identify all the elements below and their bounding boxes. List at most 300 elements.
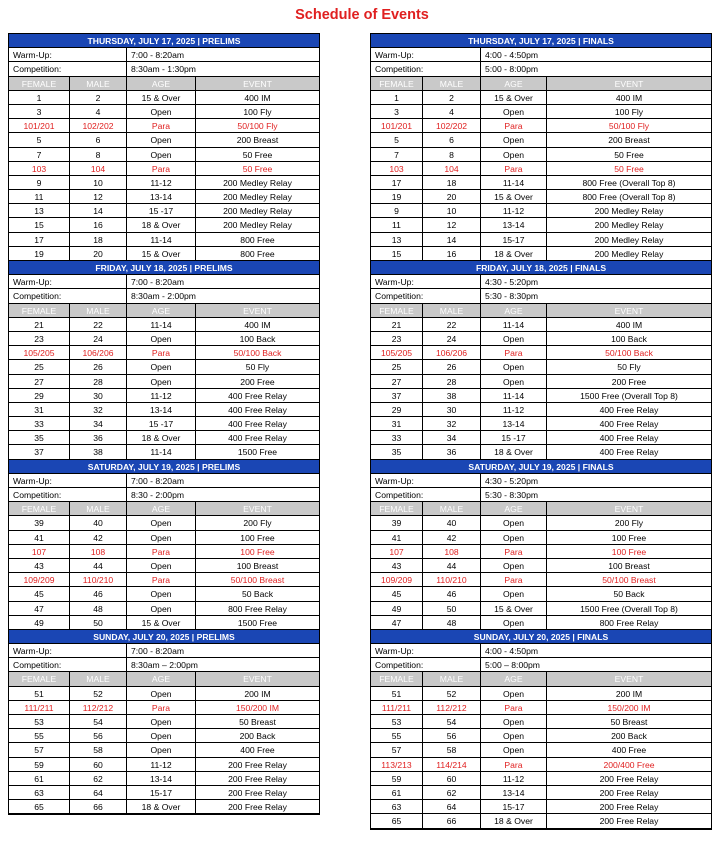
male-cell: 20 [70, 247, 127, 261]
event-row [9, 218, 319, 232]
male-cell: 34 [423, 431, 481, 445]
event-row [371, 545, 711, 559]
male-cell: 50 [70, 616, 127, 630]
schedule-section [371, 460, 711, 630]
male-cell: 50 [423, 602, 481, 616]
age-column-header: AGE [127, 672, 196, 686]
event-row [9, 318, 319, 332]
event-row [9, 729, 319, 743]
event-row [9, 176, 319, 190]
female-cell: 43 [371, 559, 423, 573]
age-cell: Para [481, 758, 547, 772]
male-cell: 26 [70, 360, 127, 374]
prelims-schedule-column [8, 33, 320, 815]
event-cell: 200 Free [196, 375, 319, 389]
event-cell: 200 IM [547, 687, 711, 701]
male-cell: 32 [423, 417, 481, 431]
section-header-text: THURSDAY, JULY 17, 2025 | FINALS [468, 36, 614, 46]
event-cell: 100 Breast [547, 559, 711, 573]
event-row [9, 531, 319, 545]
event-cell: 100 Free [547, 545, 711, 559]
event-row [9, 602, 319, 616]
male-column-header: MALE [70, 304, 127, 318]
warmup-label: Warm-Up: [9, 275, 127, 289]
male-cell: 54 [423, 715, 481, 729]
event-cell: 50/100 Breast [196, 573, 319, 587]
male-cell: 106/206 [70, 346, 127, 360]
age-cell: 11-14 [481, 389, 547, 403]
competition-label: Competition: [371, 488, 481, 502]
event-cell: 100 Free [547, 531, 711, 545]
female-cell: 63 [9, 786, 70, 800]
female-cell: 101/201 [9, 119, 70, 133]
competition-label: Competition: [371, 62, 481, 76]
event-cell: 200 Medley Relay [547, 247, 711, 261]
age-cell: Open [127, 687, 196, 701]
event-row [371, 516, 711, 530]
age-cell: Open [127, 516, 196, 530]
female-cell: 19 [371, 190, 423, 204]
female-cell: 1 [9, 91, 70, 105]
female-cell: 31 [9, 403, 70, 417]
age-cell: 18 & Over [127, 431, 196, 445]
female-cell: 33 [9, 417, 70, 431]
male-cell: 110/210 [423, 573, 481, 587]
female-cell: 55 [9, 729, 70, 743]
event-row [9, 346, 319, 360]
warmup-time: 7:00 - 8:20am [127, 644, 319, 658]
age-cell: 18 & Over [127, 218, 196, 232]
event-cell: 100 Free [196, 545, 319, 559]
section-header-text: THURSDAY, JULY 17, 2025 | PRELIMS [87, 36, 241, 46]
event-row [371, 701, 711, 715]
female-cell: 49 [9, 616, 70, 630]
event-row [371, 389, 711, 403]
age-cell: Para [127, 119, 196, 133]
age-column-header: AGE [481, 502, 547, 516]
male-cell: 16 [70, 218, 127, 232]
event-row [371, 190, 711, 204]
section-header [9, 34, 319, 48]
female-cell: 35 [371, 445, 423, 459]
warmup-time: 4:00 - 4:50pm [481, 644, 711, 658]
column-header-row [9, 502, 319, 516]
event-row [371, 602, 711, 616]
event-column-header: EVENT [547, 77, 711, 91]
event-row [371, 148, 711, 162]
age-cell: Open [481, 743, 547, 757]
event-row [371, 687, 711, 701]
event-cell: 200 Medley Relay [547, 204, 711, 218]
warmup-row [371, 275, 711, 289]
female-cell: 3 [371, 105, 423, 119]
event-cell: 200 Breast [547, 133, 711, 147]
event-cell: 400 Free Relay [547, 431, 711, 445]
age-cell: 18 & Over [481, 445, 547, 459]
male-cell: 18 [70, 233, 127, 247]
warmup-row [371, 644, 711, 658]
age-cell: Open [481, 105, 547, 119]
female-cell: 51 [371, 687, 423, 701]
event-cell: 50 Fly [547, 360, 711, 374]
age-cell: 11-12 [127, 389, 196, 403]
warmup-time: 4:30 - 5:20pm [481, 474, 711, 488]
event-row [9, 743, 319, 757]
event-row [9, 516, 319, 530]
male-cell: 62 [70, 772, 127, 786]
age-column-header: AGE [481, 672, 547, 686]
age-cell: 15 & Over [481, 602, 547, 616]
event-cell: 50/100 Fly [547, 119, 711, 133]
female-cell: 5 [371, 133, 423, 147]
female-cell: 21 [371, 318, 423, 332]
male-cell: 110/210 [70, 573, 127, 587]
section-header [371, 630, 711, 644]
warmup-row [9, 48, 319, 62]
male-cell: 28 [423, 375, 481, 389]
event-cell: 50 Breast [547, 715, 711, 729]
male-cell: 6 [423, 133, 481, 147]
male-cell: 44 [70, 559, 127, 573]
event-row [371, 204, 711, 218]
male-cell: 104 [423, 162, 481, 176]
section-header [371, 460, 711, 474]
female-cell: 21 [9, 318, 70, 332]
competition-label: Competition: [9, 658, 127, 672]
female-cell: 9 [371, 204, 423, 218]
age-cell: Open [481, 559, 547, 573]
male-cell: 62 [423, 786, 481, 800]
competition-row [9, 658, 319, 672]
female-cell: 3 [9, 105, 70, 119]
section-header [9, 630, 319, 644]
event-cell: 400 Free Relay [196, 431, 319, 445]
age-cell: 11-14 [127, 233, 196, 247]
event-row [371, 119, 711, 133]
event-row [9, 445, 319, 459]
event-cell: 50 Free [547, 162, 711, 176]
event-cell: 200 Back [196, 729, 319, 743]
event-cell: 200/400 Free [547, 758, 711, 772]
female-cell: 111/211 [9, 701, 70, 715]
male-column-header: MALE [423, 77, 481, 91]
event-cell: 200 Free Relay [196, 800, 319, 814]
event-cell: 200 Medley Relay [196, 190, 319, 204]
male-cell: 10 [70, 176, 127, 190]
male-column-header: MALE [423, 304, 481, 318]
event-row [371, 616, 711, 630]
female-cell: 13 [371, 233, 423, 247]
female-cell: 19 [9, 247, 70, 261]
male-cell: 52 [423, 687, 481, 701]
event-row [9, 119, 319, 133]
event-row [371, 431, 711, 445]
event-column-header: EVENT [196, 672, 319, 686]
female-cell: 57 [9, 743, 70, 757]
male-column-header: MALE [423, 502, 481, 516]
female-cell: 35 [9, 431, 70, 445]
section-header-text: SATURDAY, JULY 19, 2025 | PRELIMS [87, 461, 241, 472]
female-cell: 11 [371, 218, 423, 232]
female-cell: 57 [371, 743, 423, 757]
event-cell: 800 Free (Overall Top 8) [547, 176, 711, 190]
event-row [9, 105, 319, 119]
warmup-row [371, 474, 711, 488]
event-row [9, 772, 319, 786]
warmup-label: Warm-Up: [9, 644, 127, 658]
section-header-text: FRIDAY, JULY 18, 2025 | FINALS [475, 263, 607, 273]
age-cell: 15 & Over [127, 247, 196, 261]
age-cell: Para [481, 573, 547, 587]
event-row [371, 91, 711, 105]
female-cell: 105/205 [371, 346, 423, 360]
event-cell: 400 IM [547, 91, 711, 105]
event-cell: 200 Medley Relay [196, 176, 319, 190]
age-cell: Para [127, 573, 196, 587]
female-cell: 25 [9, 360, 70, 374]
event-row [9, 701, 319, 715]
age-column-header: AGE [127, 77, 196, 91]
warmup-time: 7:00 - 8:20am [127, 275, 319, 289]
column-header-row [9, 77, 319, 91]
event-cell: 400 Free Relay [196, 403, 319, 417]
event-cell: 400 IM [547, 318, 711, 332]
female-cell: 27 [371, 375, 423, 389]
male-cell: 14 [423, 233, 481, 247]
event-row [9, 715, 319, 729]
event-cell: 200 Medley Relay [196, 218, 319, 232]
event-cell: 400 IM [196, 318, 319, 332]
age-cell: Open [127, 743, 196, 757]
male-cell: 14 [70, 204, 127, 218]
female-cell: 59 [371, 772, 423, 786]
male-cell: 36 [423, 445, 481, 459]
warmup-time: 4:00 - 4:50pm [481, 48, 711, 62]
competition-label: Competition: [371, 289, 481, 303]
age-cell: Open [127, 332, 196, 346]
event-row [371, 375, 711, 389]
female-cell: 65 [371, 814, 423, 828]
male-column-header: MALE [70, 502, 127, 516]
event-row [9, 247, 319, 261]
female-cell: 15 [9, 218, 70, 232]
event-cell: 200 Fly [196, 516, 319, 530]
competition-label: Competition: [9, 62, 127, 76]
event-row [9, 204, 319, 218]
age-cell: 18 & Over [481, 814, 547, 828]
age-cell: Open [127, 587, 196, 601]
female-cell: 65 [9, 800, 70, 814]
male-cell: 36 [70, 431, 127, 445]
age-cell: 13-14 [481, 218, 547, 232]
event-row [9, 800, 319, 814]
male-cell: 26 [423, 360, 481, 374]
male-cell: 8 [423, 148, 481, 162]
age-cell: 18 & Over [127, 800, 196, 814]
competition-time: 5:30 - 8:30pm [481, 289, 711, 303]
warmup-row [371, 48, 711, 62]
male-cell: 46 [70, 587, 127, 601]
female-column-header: FEMALE [371, 502, 423, 516]
female-cell: 1 [371, 91, 423, 105]
female-cell: 7 [9, 148, 70, 162]
event-cell: 150/200 IM [196, 701, 319, 715]
male-cell: 60 [70, 758, 127, 772]
male-cell: 48 [70, 602, 127, 616]
female-cell: 17 [371, 176, 423, 190]
event-row [9, 375, 319, 389]
schedule-section [9, 261, 319, 460]
age-cell: Open [481, 148, 547, 162]
column-header-row [371, 502, 711, 516]
female-column-header: FEMALE [371, 77, 423, 91]
event-row [371, 332, 711, 346]
female-cell: 105/205 [9, 346, 70, 360]
section-header-text: SUNDAY, JULY 20, 2025 | PRELIMS [93, 631, 235, 642]
event-row [9, 616, 319, 630]
age-cell: Open [481, 687, 547, 701]
male-cell: 12 [423, 218, 481, 232]
event-cell: 200 Medley Relay [547, 218, 711, 232]
section-header [371, 261, 711, 275]
warmup-label: Warm-Up: [9, 474, 127, 488]
male-cell: 114/214 [423, 758, 481, 772]
female-cell: 45 [9, 587, 70, 601]
age-cell: 11-12 [481, 204, 547, 218]
event-cell: 50/100 Back [196, 346, 319, 360]
age-cell: 15-17 [127, 786, 196, 800]
event-row [371, 531, 711, 545]
event-cell: 200 Medley Relay [547, 233, 711, 247]
male-cell: 44 [423, 559, 481, 573]
male-cell: 102/202 [70, 119, 127, 133]
female-cell: 107 [371, 545, 423, 559]
female-cell: 27 [9, 375, 70, 389]
age-column-header: AGE [481, 77, 547, 91]
warmup-row [9, 474, 319, 488]
female-cell: 47 [371, 616, 423, 630]
event-cell: 1500 Free (Overall Top 8) [547, 389, 711, 403]
female-cell: 29 [371, 403, 423, 417]
age-cell: 11-14 [481, 318, 547, 332]
competition-row [371, 488, 711, 502]
section-header-text: SATURDAY, JULY 19, 2025 | FINALS [468, 461, 614, 472]
age-cell: 15 -17 [481, 431, 547, 445]
event-cell: 50 Back [196, 587, 319, 601]
male-cell: 4 [70, 105, 127, 119]
event-row [371, 218, 711, 232]
age-cell: Open [481, 715, 547, 729]
event-cell: 400 Free [196, 743, 319, 757]
event-row [371, 176, 711, 190]
female-column-header: FEMALE [9, 502, 70, 516]
event-column-header: EVENT [547, 672, 711, 686]
event-cell: 200 Back [547, 729, 711, 743]
event-row [371, 573, 711, 587]
competition-row [371, 289, 711, 303]
female-cell: 7 [371, 148, 423, 162]
event-cell: 200 Free Relay [547, 814, 711, 828]
age-cell: 18 & Over [481, 247, 547, 261]
male-cell: 10 [423, 204, 481, 218]
column-header-row [9, 672, 319, 686]
female-cell: 41 [9, 531, 70, 545]
male-cell: 24 [70, 332, 127, 346]
age-cell: Open [127, 375, 196, 389]
section-header [9, 460, 319, 474]
event-cell: 800 Free Relay [196, 602, 319, 616]
male-cell: 40 [70, 516, 127, 530]
event-row [371, 758, 711, 772]
male-cell: 60 [423, 772, 481, 786]
female-cell: 39 [9, 516, 70, 530]
female-cell: 13 [9, 204, 70, 218]
event-row [9, 758, 319, 772]
event-row [371, 417, 711, 431]
age-cell: 13-14 [127, 772, 196, 786]
event-cell: 100 Fly [196, 105, 319, 119]
event-cell: 50/100 Back [547, 346, 711, 360]
event-row [9, 360, 319, 374]
age-cell: 15 -17 [127, 204, 196, 218]
event-cell: 800 Free [196, 247, 319, 261]
female-cell: 109/209 [9, 573, 70, 587]
male-cell: 8 [70, 148, 127, 162]
event-row [371, 800, 711, 814]
event-cell: 400 Free Relay [547, 445, 711, 459]
event-row [9, 148, 319, 162]
male-cell: 66 [70, 800, 127, 814]
competition-time: 8:30am – 2:00pm [127, 658, 319, 672]
age-cell: 11-14 [481, 176, 547, 190]
competition-time: 5:00 – 8:00pm [481, 658, 711, 672]
female-column-header: FEMALE [371, 304, 423, 318]
female-column-header: FEMALE [9, 672, 70, 686]
male-cell: 2 [70, 91, 127, 105]
age-cell: Para [481, 346, 547, 360]
age-cell: 15 -17 [127, 417, 196, 431]
event-row [371, 445, 711, 459]
male-cell: 22 [423, 318, 481, 332]
male-column-header: MALE [70, 77, 127, 91]
event-row [371, 133, 711, 147]
event-cell: 200 Breast [196, 133, 319, 147]
event-cell: 200 Free Relay [547, 786, 711, 800]
female-cell: 37 [371, 389, 423, 403]
competition-label: Competition: [9, 289, 127, 303]
event-cell: 50 Breast [196, 715, 319, 729]
age-cell: 11-12 [127, 758, 196, 772]
age-cell: 13-14 [127, 190, 196, 204]
age-cell: Para [481, 545, 547, 559]
male-cell: 4 [423, 105, 481, 119]
female-cell: 41 [371, 531, 423, 545]
event-cell: 400 Free Relay [547, 403, 711, 417]
competition-time: 5:00 - 8:00pm [481, 62, 711, 76]
warmup-time: 7:00 - 8:20am [127, 48, 319, 62]
event-cell: 400 Free Relay [196, 389, 319, 403]
female-cell: 11 [9, 190, 70, 204]
schedule-section [9, 630, 319, 814]
female-cell: 15 [371, 247, 423, 261]
event-row [9, 91, 319, 105]
male-cell: 18 [423, 176, 481, 190]
competition-time: 8:30 - 2:00pm [127, 488, 319, 502]
event-row [9, 162, 319, 176]
event-cell: 200 Medley Relay [196, 204, 319, 218]
male-cell: 38 [423, 389, 481, 403]
event-cell: 200 Free Relay [547, 800, 711, 814]
